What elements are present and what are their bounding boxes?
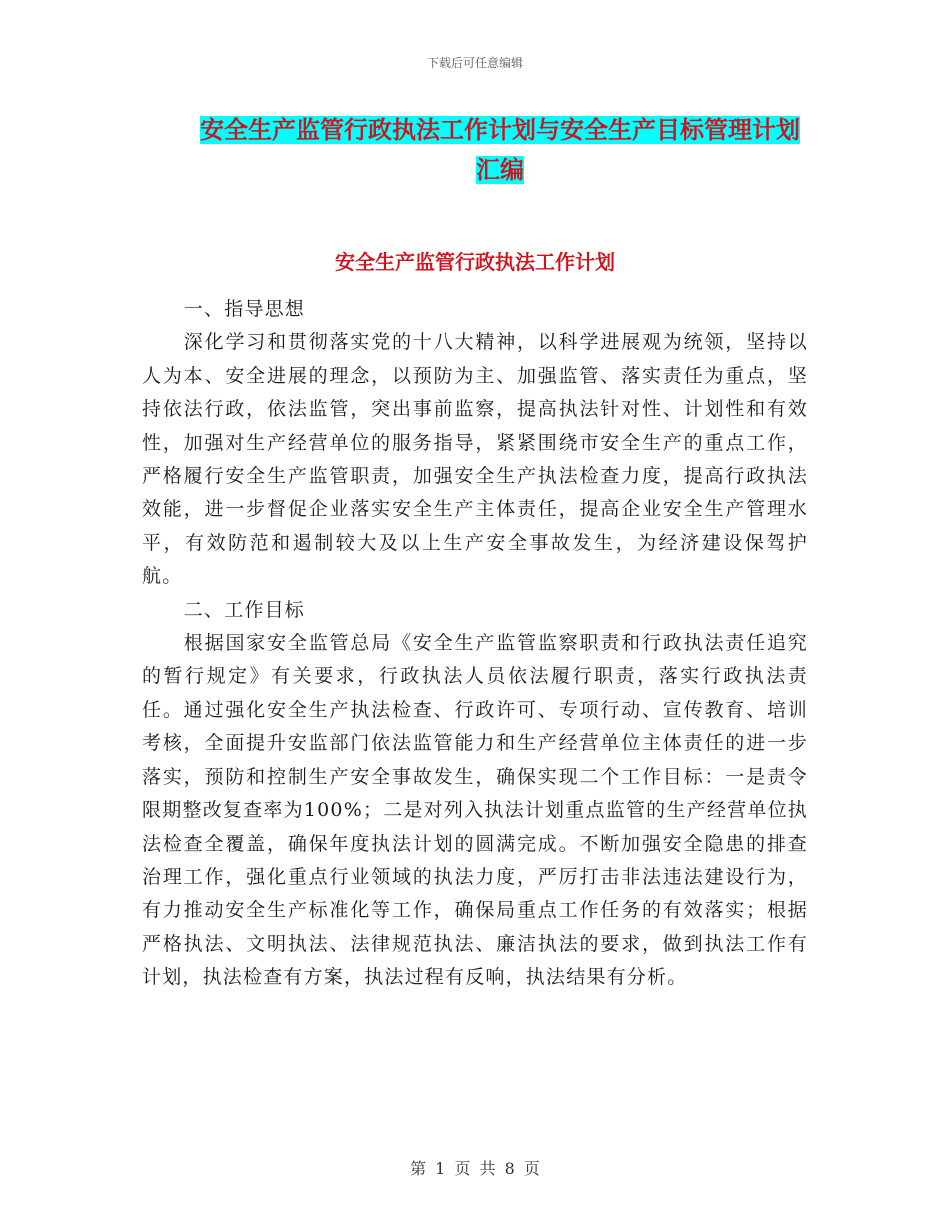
heading-guiding-ideology: 一、指导思想: [183, 298, 305, 320]
section-title: 安全生产监管行政执法工作计划: [335, 250, 615, 274]
heading-work-goals: 二、工作目标: [183, 598, 305, 621]
document-title: [190, 110, 810, 190]
document-body: [142, 293, 808, 995]
paragraph-work-goals: 根据国家安全监管总局《安全生产监管监察职责和行政执法责任追究的暂行规定》有关要求，行政执法人员依法履行职责，落实行政执法责任。通过强化安全生产执法检查、行政许可、专项行动、宣传教育、培训考核，全面提升安监部门依法监管能力和生产经营单位主体责任的进一步落实，预防和控制生产安全事故发生，确保实现二个工作目标：一是责令限期整改复查率为100%；二是对列入执法计划重点监管的生产经营单位执法检查全覆盖，确保年度执法计划的圆满完成。不断加强安全隐患的排查治理工作，强化重点行业领域的执法力度，严厉打击非法违法建设行为，有力推动安全生产标准化等工作，确保局重点工作任务的有效落实；根据严格执法、文明执法、法律规范执法、廉洁执法的要求，做到执法工作有计划，执法检查有方案，执法过程有反响，执法结果有分析。: [142, 632, 808, 989]
paragraph-guiding-ideology: 深化学习和贯彻落实党的十八大精神，以科学进展观为统领，坚持以人为本、安全进展的理念，以预防为主、加强监管、落实责任为重点，坚持依法行政，依法监管，突出事前监察，提高执法针对性、计划性和有效性，加强对生产经营单位的服务指导，紧紧围绕市安全生产的重点工作，严格履行安全生产监管职责，加强安全生产执法检查力度，提高行政执法效能，进一步督促企业落实安全生产主体责任，提高企业安全生产管理水平，有效防范和遏制较大及以上生产安全事故发生，为经济建设保驾护航。: [142, 331, 808, 588]
page-header-note: 下载后可任意编辑: [426, 56, 523, 70]
document-title-text: 安全生产监管行政执法工作计划与安全生产目标管理计划汇编: [200, 116, 800, 184]
page-footer: 第 1 页 共 8 页: [410, 1159, 540, 1178]
